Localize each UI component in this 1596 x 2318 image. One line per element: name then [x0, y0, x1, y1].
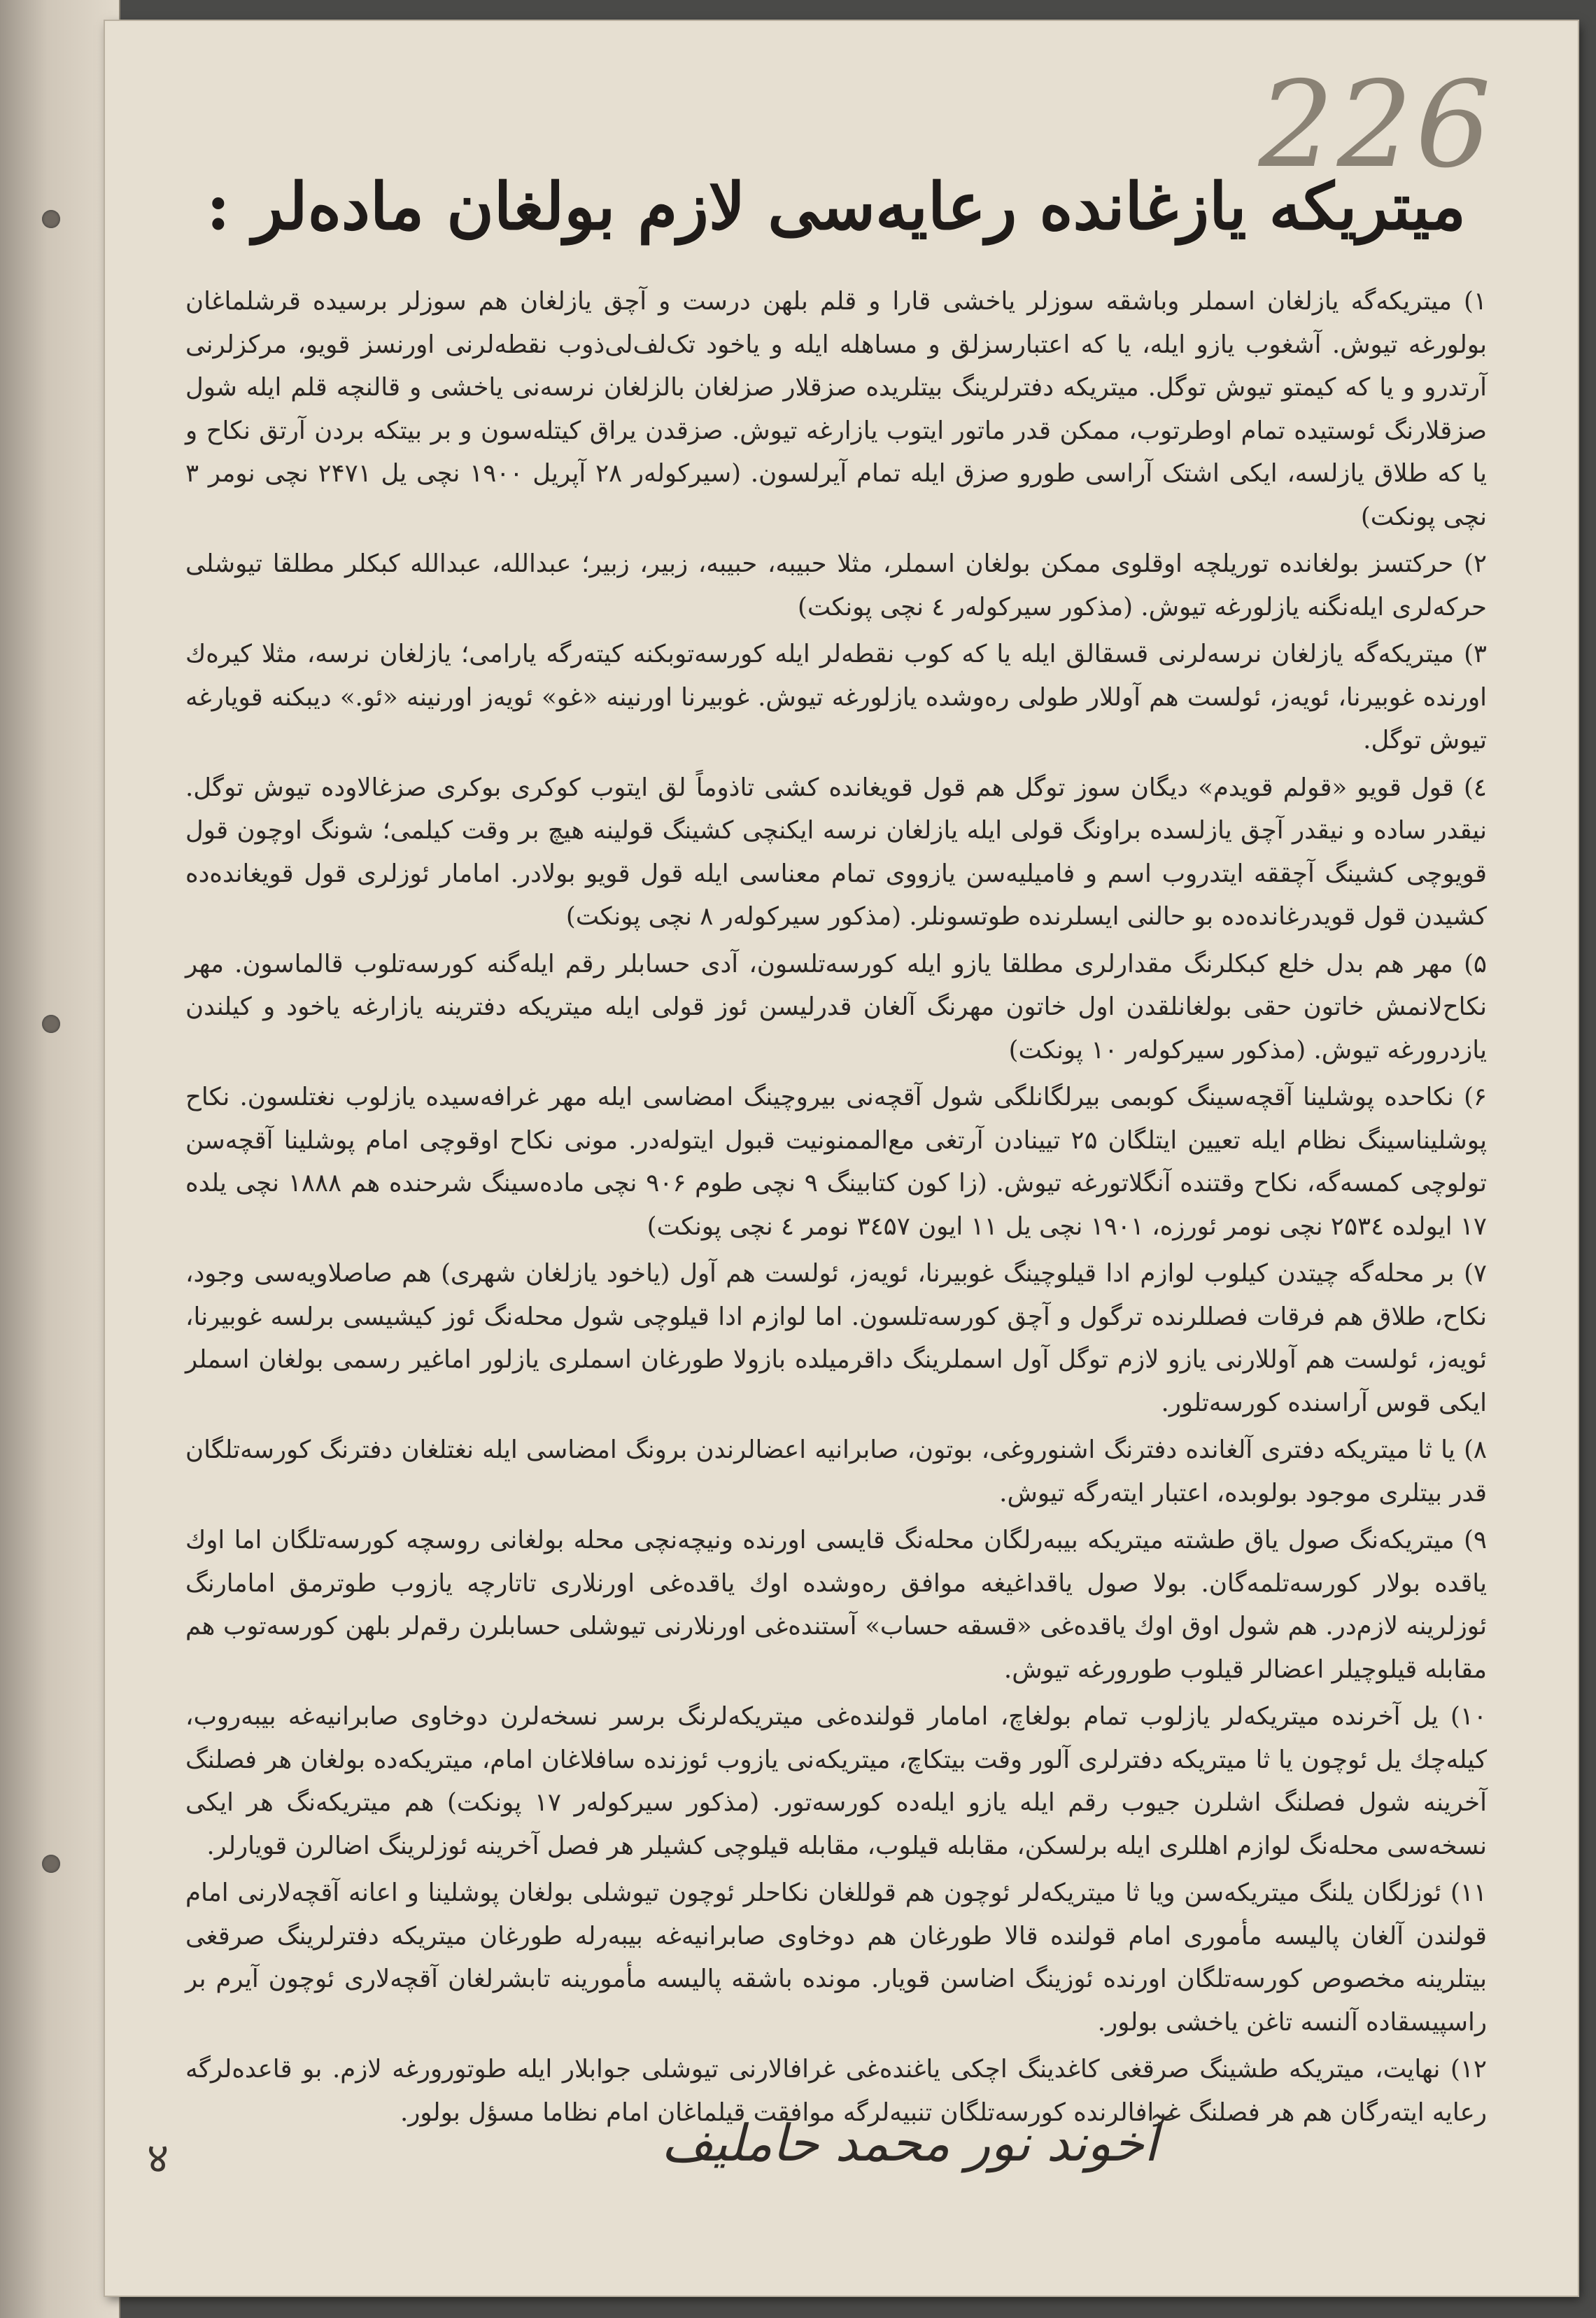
binding-hole: [42, 1855, 60, 1873]
document-body: [185, 280, 1487, 2138]
rule-item-8: ۸) یا ثا میتریکه دفتری آلغانده دفترنگ اشنوروغی، بوتون، صابرانیه اعضالرندن برونگ امضاسی ایله نغتلغان دفترنگ کورسه‌تلگان قدر بیتلری موجود بولوبده، اعتبار ایته‌رگه تیوش.: [185, 1435, 1487, 1508]
binding-spine: [0, 0, 120, 2318]
rule-item-1: ۱) میتریکه‌گه یازلغان اسملر وباشقه سوزلر یاخشی قارا و قلم بلهن درست و آچق یازلغان هم سوزلر برسیده قرشلماغان بولورغه تیوش. آشغوب یازو ایله، یا که اعتبارسزلق و مساهله ایله و یاخود تک‌لف‌لی‌ذوب نقطه‌لرنی اورنسز قویو، مرکزلرنی آرتدرو و یا که کیمتو تیوش توگل. میتریکه دفترلرینگ بیتلریده صزقلار صزلغان بالزلغان نرسه‌نی یاخشی و قالنچه قلم ایله شول صزقلارنگ ئوستیده تمام اوطرتوب، ممکن قدر ماتور ایتوب یازارغه تیوش. صزقدن یراق کیتله‌سون و بر بیتکه بردن آرتق نکاح و یا که طلاق یازلسه، ایکی اشتک آراسی طورو صزق ایله تمام آیرلسون. (سیرکوله‌ر ۲۸ آپریل ۱۹۰۰ نچی یل ۲۴۷۱ نچی نومر ۳ نچی پونکت): [185, 287, 1487, 531]
page-title: میتریکه یازغانده رعایه‌سی لازم بولغان ماده‌لر :: [206, 169, 1466, 244]
corner-mark: ४: [147, 2134, 169, 2183]
rule-item-6: ۶) نکاحده پوشلینا آقچه‌سینگ کوبمی بیرلگانلگی شول آقچه‌نی بیروچینگ امضاسی ایله مهر غرافه‌سیده یازلوب نغتلسون. نکاح پوشلیناسینگ نظام ایله تعیین ایتلگان ۲۵ تیینادن آرتغی مع‌الممنونیت قبول ایتوله‌در. مونی نکاح اوقوچی امام پوشلینا آقچه‌سن تولوچی کمسه‌گه، نکاح وقتنده آنگلاتورغه تیوش. (زا کون کتابینگ ۹ نچی طوم ۹۰۶ نچی ماده‌سینگ شرحنده هم ۱۸۸۸ نچی یلده ۱۷ ایولده ۲۵۳٤ نچی نومر ئورزه، ۱۹۰۱ نچی یل ۱۱ ایون ۳٤۵۷ نومر ٤ نچی پونکت): [185, 1083, 1488, 1241]
folio-number: 226: [1258, 56, 1494, 195]
document-page: [105, 21, 1578, 2296]
rule-item-12: ۱۲) نهایت، میتریکه طشینگ صرقغی کاغدینگ اچکی یاغنده‌غی غرافالارنی تیوشلی جوابلار ایله طوتورورغه لازم. بو قاعده‌لرگه رعایه ایته‌رگان هم هر فصلنگ غرافالرنده کورسه‌تلگان تنبیه‌لرگه موافقت قیلماغان امام نظاما مسؤل بولور.: [185, 2055, 1487, 2127]
binding-hole: [42, 210, 60, 228]
rule-item-2: ۲) حرکتسز بولغانده توریلچه اوقلوی ممکن بولغان اسملر، مثلا حبیبه، حبیبه، زبیر، زبیر؛ عبدالله، عبدالله کبکلر مطلقا تیوشلی حرکه‌لری ایله‌نگنه یازلورغه تیوش. (مذکور سیرکوله‌ر ٤ نچی پونکت): [185, 549, 1487, 621]
rule-item-7: ۷) بر محله‌گه چیتدن کیلوب لوازم ادا قیلوچینگ غوبیرنا، ئویه‌ز، ئولست هم آول (یاخود یازلغان شهری) هم صاصلاویه‌سی وجود، نکاح، طلاق هم فرقات فصللرنده ترگول و آچق کورسه‌تلسون. اما لوازم ادا قیلوچی شول محله‌نگ ئوز کیشیسی برلسه غوبیرنا، ئویه‌ز، ئولست هم آوللارنی یازو لازم توگل آول اسملرینگ داقرمیلده بازولا طورغان اسملری یازلور اماغیر رسمی بولغان اسملر ایکی قوس آراسنده کورسه‌تلور.: [185, 1259, 1487, 1417]
rule-item-10: ۱۰) یل آخرنده میتریکه‌لر یازلوب تمام بولغاچ، امامار قولنده‌غی میتریکه‌لرنگ برسر نسخه‌لرن دوخاوی صابرانیه‌غه بیبه‌روب، کیله‌چك یل ئوچون یا ثا میتریکه دفترلری آلور وقت بیتکاچ، میتریکه‌نی یازوب ئوزنده سافلاغان امام، میتریکه‌ده بولغان هر فصلنگ آخرینه شول فصلنگ اشلرن جیوب رقم ایله یازو ایله‌ده کورسه‌تور. (مذکور سیرکوله‌ر ۱۷ پونکت) هم میتریکه‌نگ هر ایکی نسخه‌سی محله‌نگ لوازم اهللری ایله برلسکن، مقابله قیلوب، مقابله قیلوچی کشیلر هر فصل آخرینه ئوزلرینگ اضالرن قویارلر.: [185, 1702, 1487, 1860]
binding-hole: [42, 1015, 60, 1033]
rule-item-5: ۵) مهر هم بدل خلع کبکلرنگ مقدارلری مطلقا یازو ایله کورسه‌تلسون، آدی حسابلر رقم ایله‌گنه کورسه‌تلوب قالماسون. مهر نکاح‌لانمش خاتون حقی بولغانلقدن اول خاتون مهرنگ آلغان قدرلیسن ئوز قولی ایله میتریکه دفترینه یازارغه یاخود و کیلندن یازدرورغه تیوش. (مذکور سیرکوله‌ر ۱۰ پونکت): [185, 949, 1487, 1065]
rule-item-11: ۱۱) ئوزلگان یلنگ میتریکه‌سن ویا ثا میتریکه‌لر ئوچون هم قوللغان نکاحلر ئوچون تیوشلی بولغان پوشلینا و اعانه آقچه‌لارنی امام قولندن آلغان پالیسه مأموری امام قولنده قالا طورغان هم دوخاوی صابرانیه‌غه بیبه‌رله طورغان میتریکه دفترلرینگ صرقغی بیتلرینه مخصوص کورسه‌تلگان اورنده ئوزینگ اضاسن قویار. مونده باشقه پالیسه مأمورینه تابشرلغان آقچه‌لاری ئوچون آیرم بر راسپیسقاده آلنسه تاغن یاخشی بولور.: [185, 1878, 1487, 2037]
signature: آخوند نور محمد حاملیف: [661, 2114, 1158, 2172]
rule-item-3: ۳) میتریکه‌گه یازلغان نرسه‌لرنی قسقالق ایله یا که کوب نقطه‌لر ایله کورسه‌توبکنه کیته‌رگه یارامی؛ یازلغان نرسه، مثلا کیره‌ك اورنده غوبیرنا، ئویه‌ز، ئولست هم آوللار طولی ره‌وشده یازلورغه تیوش. غوبیرنا اورنینه «غو» ئویه‌ز اورنینه «ئو.» دیبکنه قویارغه تیوش توگل.: [185, 640, 1487, 754]
rule-item-9: ۹) میتریکه‌نگ صول یاق طشته میتریکه بیبه‌رلگان محله‌نگ قایسی اورنده ونیچه‌نچی محله بولغانی روسچه کورسه‌تلگان اما اوك یاقده بولار کورسه‌تلمه‌گان. بولا صول یاقداغیغه موافق ره‌وشده اوك یاقده‌غی اورنلاری تاتارچه یازوب طوترمق امامارنگ ئوزلرینه لازم‌در. هم شول اوق اوك یاقده‌غی «قسقه حساب» آستنده‌غی اورنلارنی تیوشلی حسابلرن رقم‌لر بلهن کورسه‌توب هم مقابله قیلوچیلر اعضالر قیلوب طورورغه تیوش.: [185, 1526, 1487, 1684]
rule-item-4: ٤) قول قویو «قولم قویدم» دیگان سوز توگل هم قول قویغانده کشی تاذوماً لق ایتوب کوکری بوکری صزغالاوده تیوش توگل. نیقدر ساده و نیقدر آچق یازلسده براونگ قولی ایله یازلغان نرسه ایکنچی کشینگ قولینه هیچ بر وقت کیلمی؛ شونگ اوچون قول قویوچی کشینگ آچققه ایتدروب اسم و فامیلیه‌سن یازووی تمام معناسی ایله قول قویو بولادر. امامار ئوزلری قول قویغانده‌ده کشیدن قول قویدرغانده‌ده بو حالنی ایسلرنده طوتسونلر. (مذکور سیرکوله‌ر ۸ نچی پونکت): [185, 773, 1487, 931]
